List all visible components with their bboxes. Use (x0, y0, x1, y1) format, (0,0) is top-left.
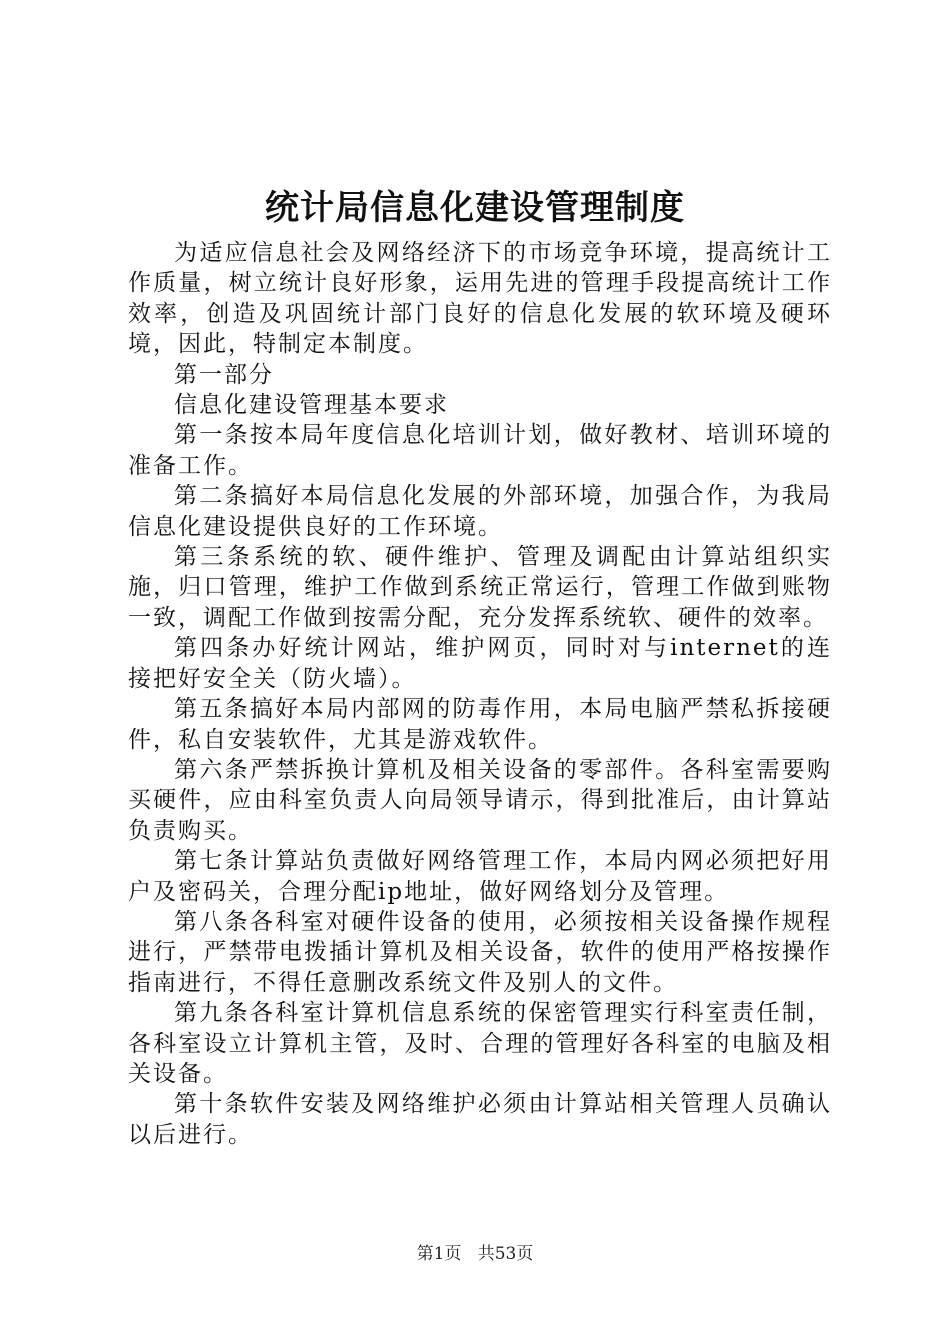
article-7-paragraph: 第七条计算站负责做好网络管理工作，本局内网必须把好用户及密码关，合理分配ip地址，做好网络划分及管理。 (128, 848, 832, 905)
footer-spacer (467, 1244, 472, 1264)
page-footer (0, 1242, 950, 1266)
article-9-paragraph: 第九条各科室计算机信息系统的保密管理实行科室责任制，各科室设立计算机主管，及时、合理的管理好各科室的电脑及相关设备。 (128, 1000, 832, 1087)
article-8-paragraph: 第八条各科室对硬件设备的使用，必须按相关设备操作规程进行，严禁带电拨插计算机及相关设备，软件的使用严格按操作指南进行，不得任意删改系统文件及别人的文件。 (128, 908, 832, 996)
article-5-paragraph: 第五条搞好本局内部网的防毒作用，本局电脑严禁私拆接硬件，私自安装软件，尤其是游戏软件。 (128, 696, 832, 753)
total-pages: 共53页 (477, 1244, 534, 1264)
article-1-paragraph: 第一条按本局年度信息化培训计划，做好教材、培训环境的准备工作。 (128, 422, 832, 479)
page-number: 第1页 (416, 1244, 462, 1264)
part-heading: 第一部分 (174, 361, 274, 388)
article-2-paragraph: 第二条搞好本局信息化发展的外部环境，加强合作，为我局信息化建设提供良好的工作环境。 (128, 483, 832, 540)
article-4-paragraph: 第四条办好统计网站，维护网页，同时对与internet的连接把好安全关（防火墙）。 (128, 635, 832, 692)
document-title: 统计局信息化建设管理制度 (265, 188, 685, 228)
article-6-paragraph: 第六条严禁拆换计算机及相关设备的零部件。各科室需要购买硬件，应由科室负责人向局领导请示，得到批准后，由计算站负责购买。 (128, 756, 832, 844)
intro-paragraph: 为适应信息社会及网络经济下的市场竞争环境，提高统计工作质量，树立统计良好形象，运用先进的管理手段提高统计工作效率，创造及巩固统计部门良好的信息化发展的软环境及硬环境，因此，特制定本制度。 (128, 240, 832, 358)
article-3-paragraph: 第三条系统的软、硬件维护、管理及调配由计算站组织实施，归口管理，维护工作做到系统正常运行，管理工作做到账物一致，调配工作做到按需分配，充分发挥系统软、硬件的效率。 (128, 544, 832, 631)
article-10-paragraph: 第十条软件安装及网络维护必须由计算站相关管理人员确认以后进行。 (128, 1091, 832, 1148)
document-body (128, 238, 832, 1150)
section-heading: 信息化建设管理基本要求 (174, 392, 449, 419)
